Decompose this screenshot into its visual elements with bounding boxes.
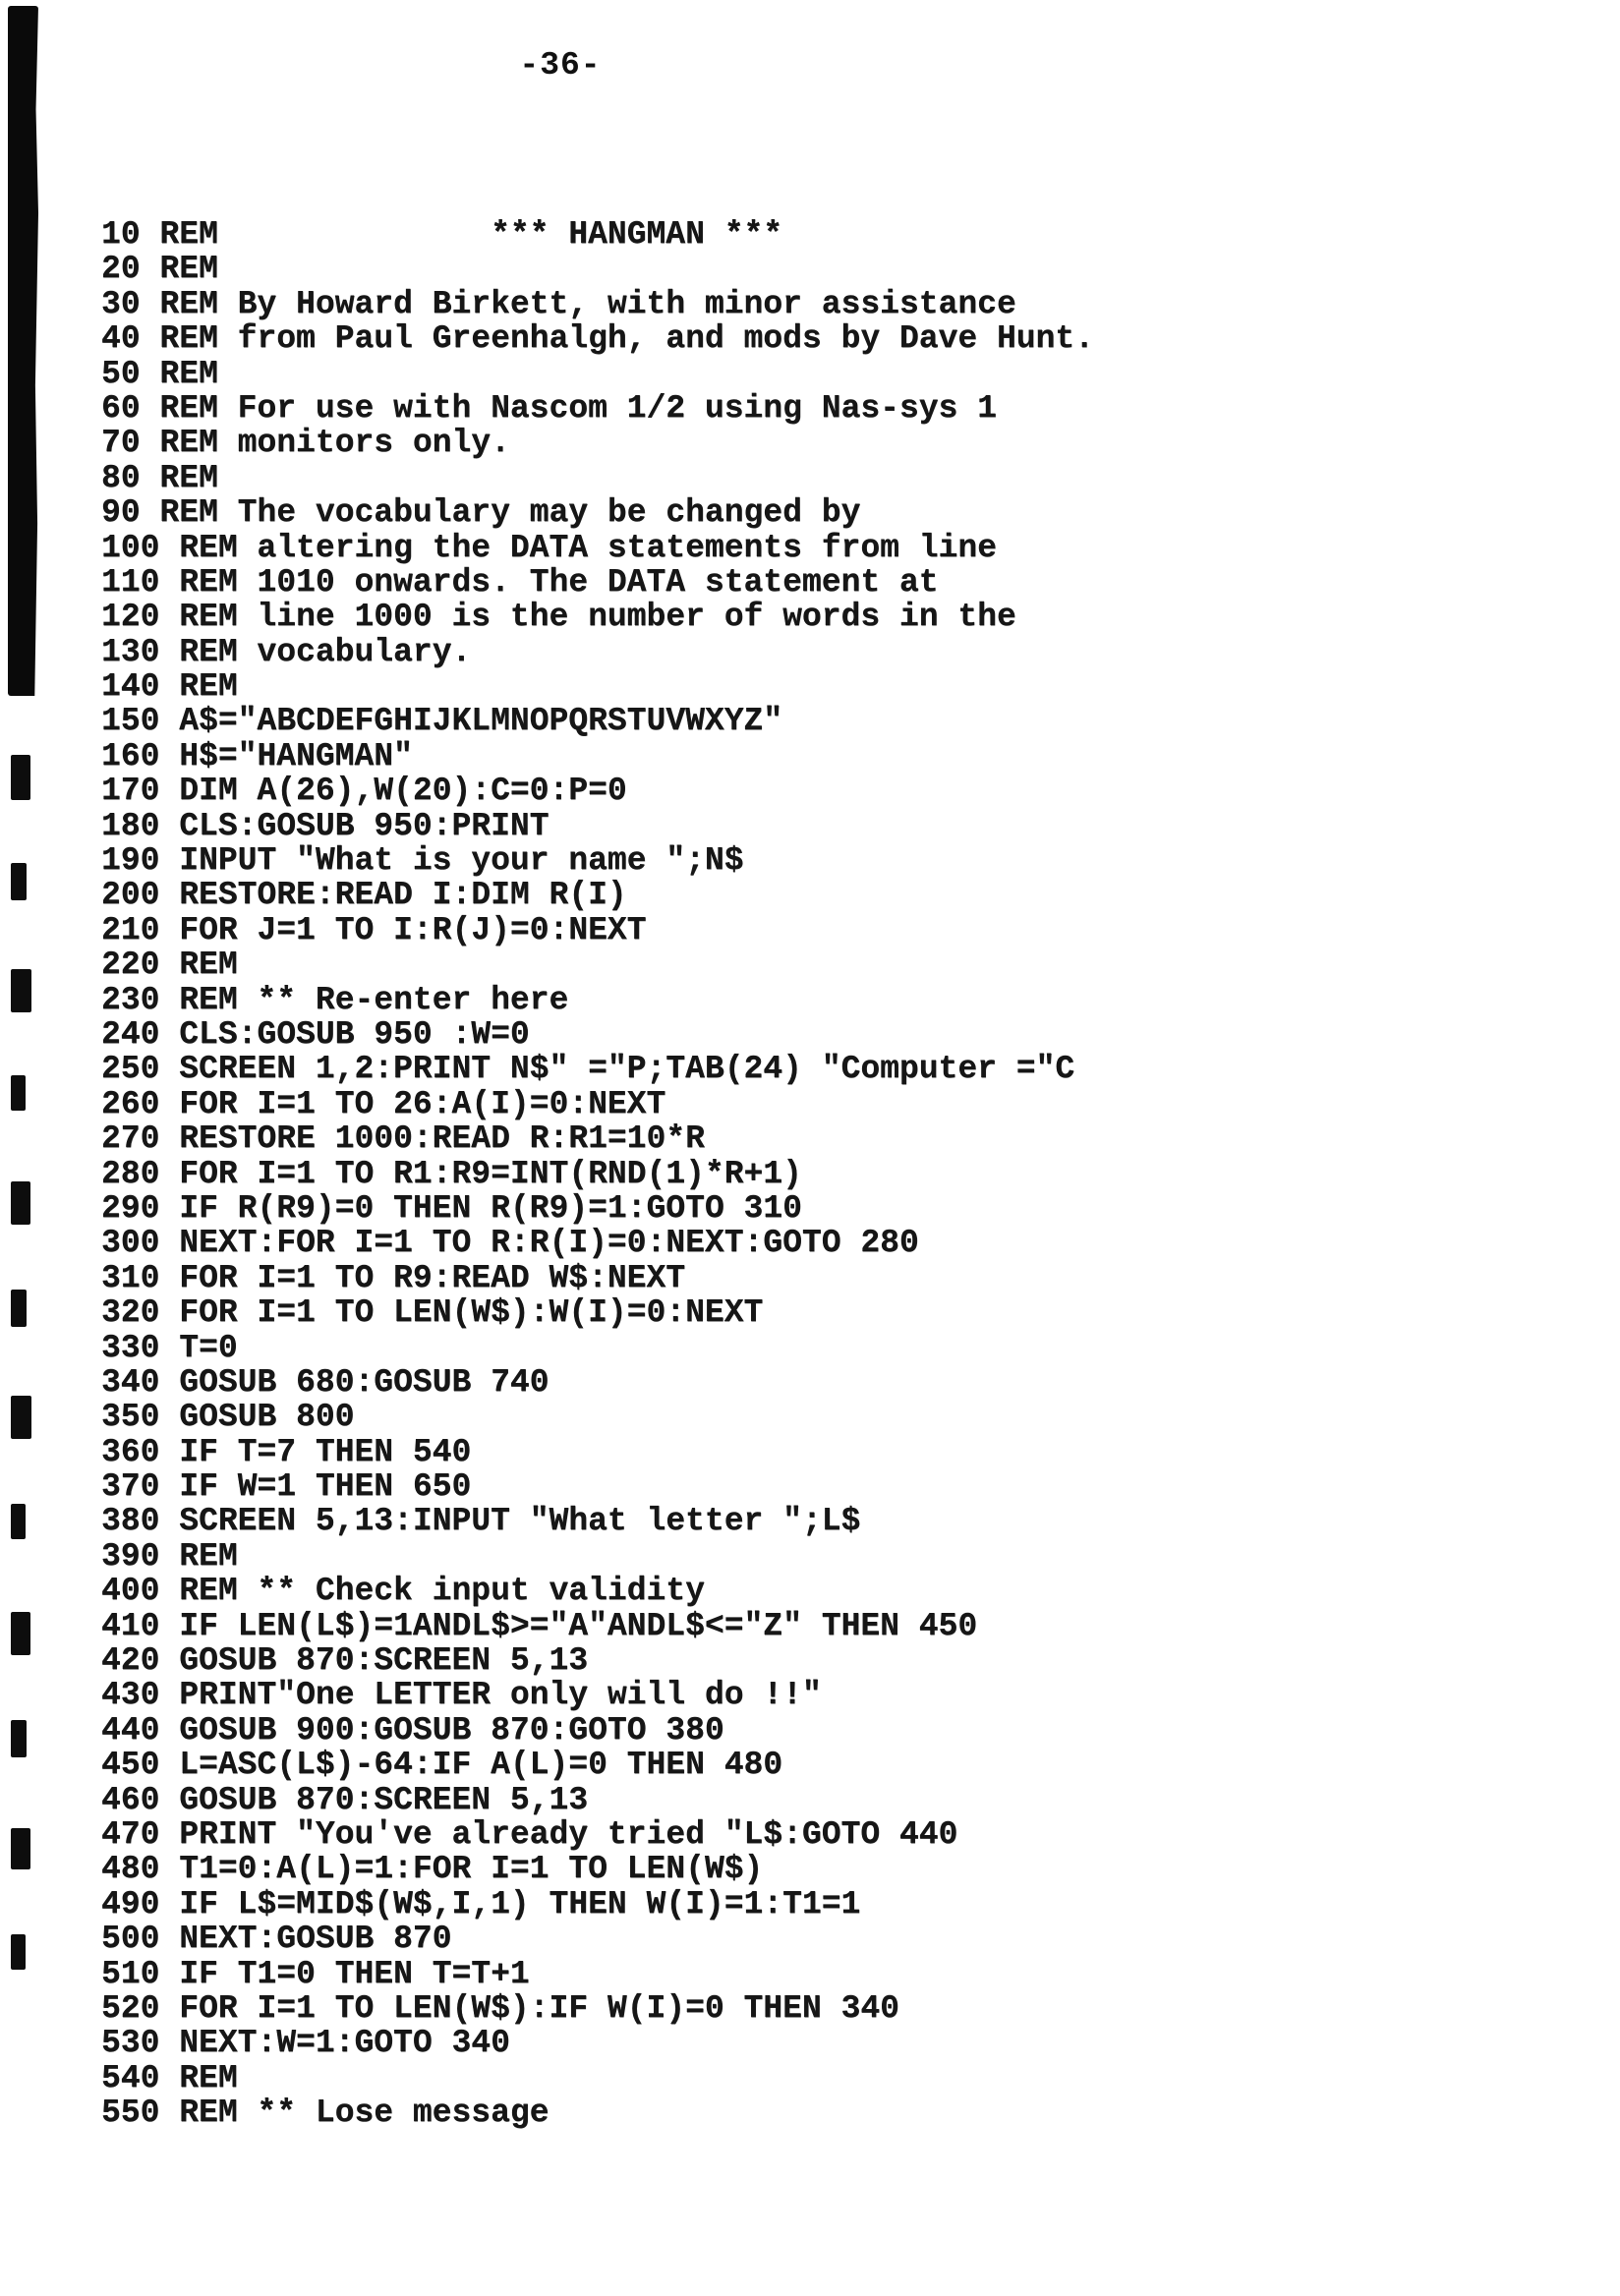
code-line: 540 REM bbox=[101, 2059, 238, 2096]
code-line: 420 GOSUB 870:SCREEN 5,13 bbox=[101, 1642, 589, 1680]
code-line: 30 REM By Howard Birkett, with minor assistance bbox=[101, 285, 1016, 322]
scan-artifact-dash bbox=[11, 755, 30, 800]
scan-artifact-dash bbox=[11, 969, 31, 1012]
code-line: 360 IF T=7 THEN 540 bbox=[101, 1433, 472, 1470]
code-line: 480 T1=0:A(L)=1:FOR I=1 TO LEN(W$) bbox=[101, 1851, 764, 1888]
scan-artifact-dash bbox=[11, 1828, 30, 1869]
scan-artifact-dash bbox=[11, 1720, 27, 1757]
code-line: 280 FOR I=1 TO R1:R9=INT(RND(1)*R+1) bbox=[101, 1155, 802, 1192]
code-line: 240 CLS:GOSUB 950 :W=0 bbox=[101, 1015, 530, 1053]
code-line: 340 GOSUB 680:GOSUB 740 bbox=[101, 1363, 550, 1401]
code-line: 130 REM vocabulary. bbox=[101, 633, 472, 670]
basic-code-listing bbox=[101, 217, 1261, 2130]
code-line: 40 REM from Paul Greenhalgh, and mods by Dave Hunt. bbox=[101, 320, 1094, 358]
code-line: 510 IF T1=0 THEN T=T+1 bbox=[101, 1955, 530, 1992]
code-line: 320 FOR I=1 TO LEN(W$):W(I)=0:NEXT bbox=[101, 1294, 764, 1332]
code-line: 150 A$="ABCDEFGHIJKLMNOPQRSTUVWXYZ" bbox=[101, 703, 783, 740]
page-number: -36- bbox=[519, 47, 602, 84]
scan-artifact-dash bbox=[11, 1934, 26, 1970]
scan-artifact-dash bbox=[11, 1504, 26, 1539]
code-line: 250 SCREEN 1,2:PRINT N$" ="P;TAB(24) "Computer ="C bbox=[101, 1051, 1075, 1088]
code-line: 310 FOR I=1 TO R9:READ W$:NEXT bbox=[101, 1259, 686, 1296]
scan-artifact-dash bbox=[11, 1181, 30, 1225]
code-line: 90 REM The vocabulary may be changed by bbox=[101, 494, 861, 532]
code-line: 350 GOSUB 800 bbox=[101, 1399, 355, 1436]
scan-artifact-dash bbox=[11, 1612, 30, 1655]
code-line: 10 REM *** HANGMAN *** bbox=[101, 216, 783, 253]
code-line: 70 REM monitors only. bbox=[101, 425, 510, 462]
code-line: 210 FOR J=1 TO I:R(J)=0:NEXT bbox=[101, 911, 647, 948]
code-line: 140 REM bbox=[101, 668, 238, 706]
code-line: 440 GOSUB 900:GOSUB 870:GOTO 380 bbox=[101, 1711, 724, 1749]
code-line: 180 CLS:GOSUB 950:PRINT bbox=[101, 807, 550, 844]
code-line: 200 RESTORE:READ I:DIM R(I) bbox=[101, 877, 627, 914]
scan-artifact-dash bbox=[11, 863, 27, 900]
code-line: 110 REM 1010 onwards. The DATA statement at bbox=[101, 563, 939, 601]
code-line: 500 NEXT:GOSUB 870 bbox=[101, 1921, 452, 1958]
code-line: 370 IF W=1 THEN 650 bbox=[101, 1468, 472, 1506]
scan-artifact-dash bbox=[11, 1290, 27, 1327]
code-line: 300 NEXT:FOR I=1 TO R:R(I)=0:NEXT:GOTO 280 bbox=[101, 1225, 919, 1262]
code-line: 60 REM For use with Nascom 1/2 using Nas-sys 1 bbox=[101, 389, 997, 427]
code-line: 530 NEXT:W=1:GOTO 340 bbox=[101, 2025, 510, 2062]
code-line: 430 PRINT"One LETTER only will do !!" bbox=[101, 1677, 822, 1714]
code-line: 220 REM bbox=[101, 947, 238, 984]
code-line: 450 L=ASC(L$)-64:IF A(L)=0 THEN 480 bbox=[101, 1747, 783, 1784]
code-line: 410 IF LEN(L$)=1ANDL$>="A"ANDL$<="Z" THEN 450 bbox=[101, 1607, 978, 1644]
code-line: 20 REM bbox=[101, 251, 218, 288]
code-line: 520 FOR I=1 TO LEN(W$):IF W(I)=0 THEN 340 bbox=[101, 1989, 899, 2027]
scan-artifact-bar bbox=[8, 6, 38, 696]
code-line: 100 REM altering the DATA statements from line bbox=[101, 529, 997, 566]
code-line: 330 T=0 bbox=[101, 1329, 238, 1366]
code-line: 550 REM ** Lose message bbox=[101, 2095, 550, 2132]
code-line: 80 REM bbox=[101, 459, 218, 496]
code-line: 230 REM ** Re-enter here bbox=[101, 981, 569, 1018]
code-line: 380 SCREEN 5,13:INPUT "What letter ";L$ bbox=[101, 1503, 861, 1540]
code-line: 270 RESTORE 1000:READ R:R1=10*R bbox=[101, 1120, 705, 1158]
code-line: 490 IF L$=MID$(W$,I,1) THEN W(I)=1:T1=1 bbox=[101, 1885, 861, 1923]
code-line: 460 GOSUB 870:SCREEN 5,13 bbox=[101, 1781, 589, 1818]
code-line: 470 PRINT "You've already tried "L$:GOTO 440 bbox=[101, 1815, 958, 1853]
code-line: 260 FOR I=1 TO 26:A(I)=0:NEXT bbox=[101, 1085, 666, 1122]
code-line: 160 H$="HANGMAN" bbox=[101, 737, 413, 775]
scan-artifact-dash bbox=[11, 1075, 26, 1111]
code-line: 120 REM line 1000 is the number of words in the bbox=[101, 599, 1016, 636]
code-line: 400 REM ** Check input validity bbox=[101, 1573, 705, 1610]
code-line: 170 DIM A(26),W(20):C=0:P=0 bbox=[101, 773, 627, 810]
code-line: 50 REM bbox=[101, 355, 218, 392]
code-line: 190 INPUT "What is your name ";N$ bbox=[101, 842, 744, 880]
scan-artifact-dash bbox=[11, 1396, 31, 1439]
code-line: 290 IF R(R9)=0 THEN R(R9)=1:GOTO 310 bbox=[101, 1189, 802, 1227]
code-line: 390 REM bbox=[101, 1537, 238, 1575]
